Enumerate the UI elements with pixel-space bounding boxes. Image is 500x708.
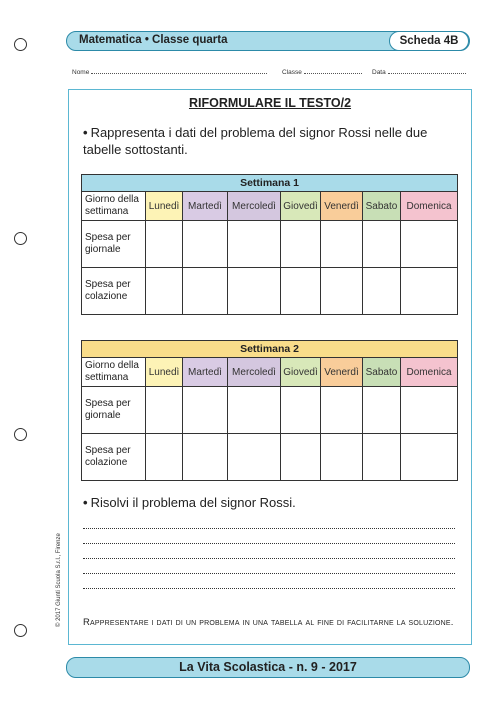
answer-cell[interactable] bbox=[228, 221, 281, 268]
breakfast-row-label: Spesa per colazione bbox=[82, 268, 146, 315]
answer-line[interactable] bbox=[83, 574, 455, 589]
answer-cell[interactable] bbox=[228, 387, 281, 434]
day-row-label: Giorno della settimana bbox=[82, 358, 146, 387]
footnote: Rappresentare i dati di un problema in una tabella al fine di facilitarne la soluzione. bbox=[83, 617, 454, 628]
answer-cell[interactable] bbox=[228, 434, 281, 481]
week-1-title: Settimana 1 bbox=[82, 175, 458, 192]
name-field bbox=[72, 68, 267, 76]
answer-cell[interactable] bbox=[401, 387, 458, 434]
worksheet-frame bbox=[68, 89, 472, 645]
answer-cell[interactable] bbox=[183, 221, 228, 268]
day-tuesday: Martedì bbox=[183, 358, 228, 387]
answer-cell[interactable] bbox=[183, 387, 228, 434]
day-monday: Lunedì bbox=[146, 192, 183, 221]
header-banner bbox=[66, 31, 470, 51]
date-dots bbox=[388, 68, 466, 74]
day-thursday: Giovedì bbox=[281, 192, 321, 221]
footer-banner: La Vita Scolastica - n. 9 - 2017 bbox=[66, 657, 470, 678]
answer-cell[interactable] bbox=[363, 268, 401, 315]
day-wednesday: Mercoledì bbox=[228, 192, 281, 221]
answer-cell[interactable] bbox=[363, 434, 401, 481]
binder-hole bbox=[14, 38, 27, 51]
day-row-label: Giorno della settimana bbox=[82, 192, 146, 221]
answer-line[interactable] bbox=[83, 559, 455, 574]
class-field bbox=[282, 68, 362, 76]
answer-cell[interactable] bbox=[363, 221, 401, 268]
answer-cell[interactable] bbox=[146, 387, 183, 434]
name-label: Nome bbox=[72, 69, 90, 76]
day-tuesday: Martedì bbox=[183, 192, 228, 221]
answer-cell[interactable] bbox=[281, 268, 321, 315]
day-friday: Venerdì bbox=[321, 192, 363, 221]
subject-title: Matematica • Classe quarta bbox=[79, 34, 228, 46]
answer-cell[interactable] bbox=[401, 268, 458, 315]
answer-line[interactable] bbox=[83, 514, 455, 529]
day-saturday: Sabato bbox=[363, 192, 401, 221]
day-monday: Lunedì bbox=[146, 358, 183, 387]
day-friday: Venerdì bbox=[321, 358, 363, 387]
instruction-2 bbox=[83, 494, 453, 511]
date-label: Data bbox=[372, 69, 386, 76]
answer-cell[interactable] bbox=[281, 434, 321, 481]
answer-cell[interactable] bbox=[281, 387, 321, 434]
answer-cell[interactable] bbox=[183, 434, 228, 481]
daily-row-label: Spesa per giornale bbox=[82, 221, 146, 268]
answer-cell[interactable] bbox=[401, 434, 458, 481]
answer-cell[interactable] bbox=[363, 387, 401, 434]
class-dots bbox=[304, 68, 362, 74]
answer-cell[interactable] bbox=[321, 387, 363, 434]
answer-cell[interactable] bbox=[321, 221, 363, 268]
binder-hole bbox=[14, 428, 27, 441]
answer-line[interactable] bbox=[83, 544, 455, 559]
sheet-label: Scheda 4B bbox=[389, 31, 469, 51]
answer-cell[interactable] bbox=[281, 221, 321, 268]
week-2-table bbox=[81, 340, 458, 481]
answer-cell[interactable] bbox=[321, 434, 363, 481]
instruction-2-text: Risolvi il problema del signor Rossi. bbox=[90, 495, 296, 510]
day-thursday: Giovedì bbox=[281, 358, 321, 387]
answer-lines[interactable] bbox=[83, 514, 455, 589]
breakfast-row-label: Spesa per colazione bbox=[82, 434, 146, 481]
week-1-table bbox=[81, 174, 458, 315]
copyright: © 2017 Giunti Scuola S.r.l., Firenze bbox=[56, 533, 62, 627]
week-2-title: Settimana 2 bbox=[82, 341, 458, 358]
answer-cell[interactable] bbox=[146, 268, 183, 315]
class-label: Classe bbox=[282, 69, 302, 76]
instruction-1-text: Rappresenta i dati del problema del signor Rossi nelle due tabelle sottostanti. bbox=[83, 125, 428, 157]
date-field bbox=[372, 68, 466, 76]
name-dots bbox=[91, 68, 267, 74]
answer-cell[interactable] bbox=[321, 268, 363, 315]
answer-cell[interactable] bbox=[146, 434, 183, 481]
day-sunday: Domenica bbox=[401, 192, 458, 221]
answer-line[interactable] bbox=[83, 529, 455, 544]
answer-cell[interactable] bbox=[183, 268, 228, 315]
day-saturday: Sabato bbox=[363, 358, 401, 387]
worksheet-title: RIFORMULARE IL TESTO/2 bbox=[188, 96, 352, 110]
answer-cell[interactable] bbox=[146, 221, 183, 268]
bullet-icon: • bbox=[83, 125, 88, 140]
answer-cell[interactable] bbox=[228, 268, 281, 315]
binder-hole bbox=[14, 232, 27, 245]
bullet-icon: • bbox=[83, 495, 88, 510]
day-wednesday: Mercoledì bbox=[228, 358, 281, 387]
instruction-1 bbox=[83, 124, 453, 158]
answer-cell[interactable] bbox=[401, 221, 458, 268]
daily-row-label: Spesa per giornale bbox=[82, 387, 146, 434]
binder-hole bbox=[14, 624, 27, 637]
day-sunday: Domenica bbox=[401, 358, 458, 387]
